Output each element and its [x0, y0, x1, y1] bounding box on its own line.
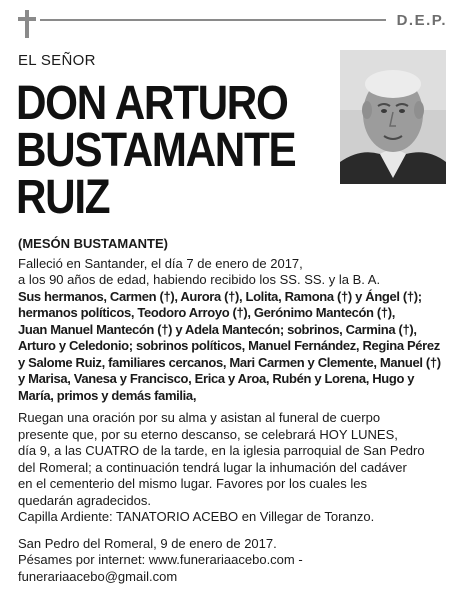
family-line-1: Sus hermanos, Carmen (†), Aurora (†), Lolita, Ramona (†) y Ángel (†); — [18, 288, 422, 304]
condolences-line-2: funerariaacebo@gmail.com — [18, 568, 178, 584]
condolences-line-1: Pésames por internet: www.funerariaacebo.com - — [18, 552, 303, 567]
funeral-line-5: en el cementerio del mismo lugar. Favores por los cuales les — [18, 476, 367, 491]
funeral-line-4: del Romeral; a continuación tendrá lugar la inhumación del cadáver — [18, 459, 407, 475]
funeral-line-1: Ruegan una oración por su alma y asistan al funeral de cuerpo — [18, 410, 381, 425]
nickname: (MESÓN BUSTAMANTE) — [18, 236, 168, 251]
latin-cross-icon — [18, 10, 36, 38]
funeral-line-2: presente que, por su eterno descanso, se celebrará HOY LUNES, — [18, 426, 398, 442]
dep-label: D.E.P. — [396, 12, 447, 29]
deceased-name — [16, 77, 298, 224]
name-line-2: BUSTAMANTE — [16, 124, 296, 177]
portrait-photo — [340, 50, 446, 184]
funeral-line-3: día 9, a las CUATRO de la tarde, en la iglesia parroquial de San Pedro — [18, 443, 425, 458]
family-line-6: y Marisa, Vanesa y Francisco, Erica y Aroa, Rubén y Lorena, Hugo y — [18, 371, 415, 386]
family-line-4: Arturo y Celedonio; sobrinos políticos, Manuel Fernández, Regina Pérez — [18, 338, 440, 353]
chapel-line: Capilla Ardiente: TANATORIO ACEBO en Villegar de Toranzo. — [18, 509, 375, 524]
funeral-line-6: quedarán agradecidos. — [18, 492, 151, 508]
place-date: San Pedro del Romeral, 9 de enero de 2017. — [18, 535, 277, 551]
notice-body — [18, 236, 450, 585]
pretitle: EL SEÑOR — [18, 52, 96, 69]
family-line-7: María, primos y demás familia, — [18, 387, 197, 403]
family-line-5: y Salome Ruiz, familiares cercanos, Mari Carmen y Clemente, Manuel (†) — [18, 354, 441, 370]
family-line-3: Juan Manuel Mantecón (†) y Adela Mantecón; sobrinos, Carmina (†), — [18, 321, 417, 337]
name-line-1: DON ARTURO — [16, 77, 288, 130]
death-line-1: Falleció en Santander, el día 7 de enero de 2017, — [18, 255, 303, 271]
death-line-2: a los 90 años de edad, habiendo recibido los SS. SS. y la B. A. — [18, 272, 381, 287]
name-line-3: RUIZ — [16, 171, 110, 224]
header-rule — [40, 19, 386, 21]
family-line-2: hermanos políticos, Teodoro Arroyo (†), Gerónimo Mantecón (†), — [18, 305, 396, 320]
